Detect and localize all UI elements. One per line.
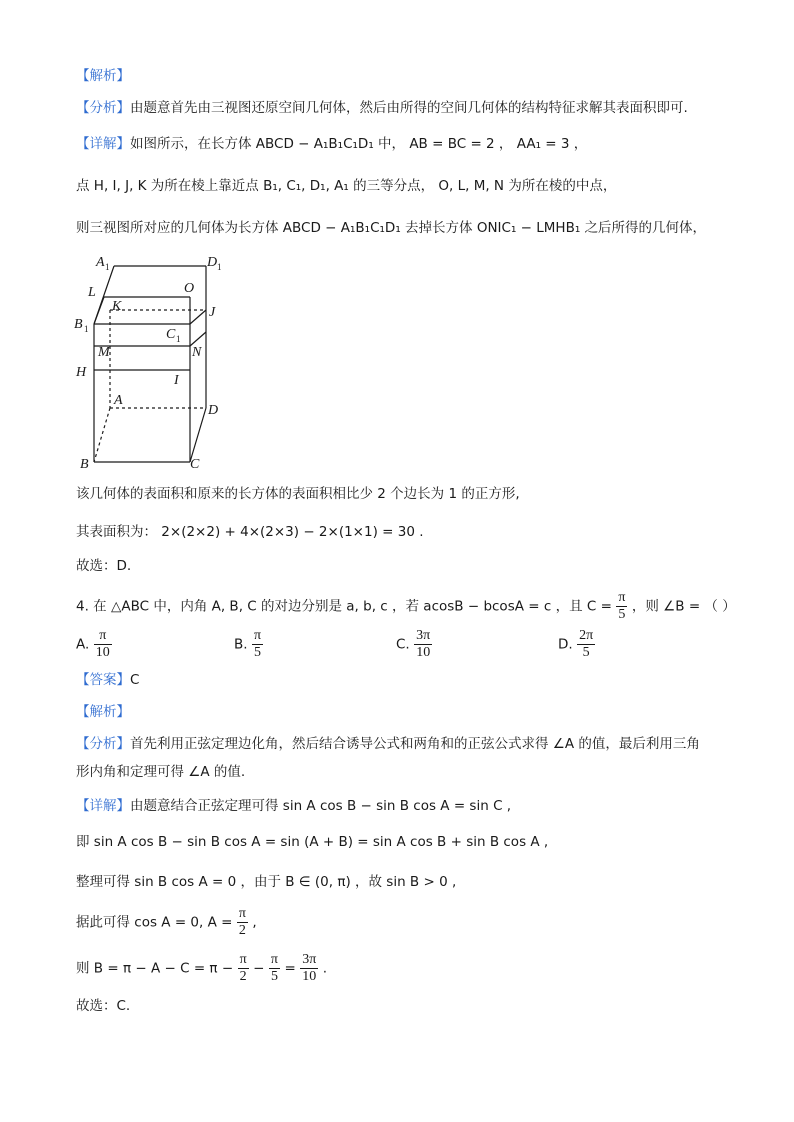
svg-text:1: 1 [84,324,89,334]
daan-tag: 【答案】 [76,672,130,688]
edge-c1j [190,310,206,324]
edge-cd [190,408,206,462]
q4-xiangjie-line3: 整理可得 sin B cos A = 0 ，由于 B ∈ (0, π) ，故 sin B > 0 , [76,874,457,890]
label-o: O [184,281,195,296]
q3-xiangjie-line3: 则三视图所对应的几何体为长方体 ABCD − A₁B₁C₁D₁ 去掉长方体 ONIC₁ − LMHB₁ 之后所得的几何体， [76,220,707,236]
xiangjie-tag: 【详解】 [76,136,130,152]
q4-xiangjie-line5: 则 B = π − A − C = π − $\frac{\pi}{2}$ − $\frac{\pi}{5}$ = $\frac{3\pi}{10}$ . [76,952,328,984]
q3-jiexi-heading [76,66,130,86]
label-h: H [76,365,87,380]
edge-lb1 [94,297,104,324]
q3-answer: 故选：D. [76,558,132,574]
q4-xiangjie-line1: 【详解】由题意结合正弦定理可得 sin A cos B − sin B cos A = sin C , [76,798,512,814]
q4-jiexi-heading: 【解析】 [76,704,130,720]
label-n: N [192,345,202,360]
q3-xiangjie-line1 [76,134,587,154]
q4-fenxi-line1: 【分析】首先利用正弦定理边化角，然后结合诱导公式和两角和的正弦公式求得 ∠A 的值，最后利用三角 [76,736,700,752]
label-c1: C [166,327,176,342]
option-d[interactable]: D. $\frac{2\pi}{5}$ [558,628,594,660]
svg-text:1: 1 [176,334,181,344]
label-b1: B [74,317,83,332]
edge-ab-hidden [94,408,110,462]
xiangjie-text: 如图所示，在长方体 ABCD − A₁B₁C₁D₁ 中， AB = BC = 2 ， AA₁ = 3 ， [130,136,588,152]
q3-fenxi-line [76,98,688,118]
label-d1: D [207,255,218,270]
label-a: A [114,393,123,408]
q4-fenxi-line2: 形内角和定理可得 ∠A 的值. [76,764,246,780]
option-b[interactable]: B. $\frac{\pi}{5}$ [234,628,262,660]
fenxi-tag: 【分析】 [76,100,130,116]
q4-stem-text: 4. 在 △ABC 中，内角 A, B, C 的对边分别是 a, b, c ，若 acosB − bcosA = c ，且 C = [76,598,612,615]
svg-text:1: 1 [105,262,110,272]
label-k: K [112,299,122,314]
svg-text:1: 1 [217,262,222,272]
option-a[interactable]: A. $\frac{\pi}{10}$ [76,628,110,660]
q4-stem-fraction: $\frac{\pi}{5}$ [618,590,626,622]
q4-xiangjie-line2: 即 sin A cos B − sin B cos A = sin (A + B) = sin A cos B + sin B cos A , [76,834,549,850]
q3-after-fig-line2: 其表面积为： 2×(2×2) + 4×(2×3) − 2×(1×1) = 30 . [76,524,424,540]
fenxi-text: 由题意首先由三视图还原空间几何体，然后由所得的空间几何体的结构特征求解其表面积即可. [130,100,688,116]
label-c: C [190,457,200,472]
label-b: B [80,457,89,472]
q4-xiangjie-line4: 据此可得 cos A = 0, A = $\frac{\pi}{2}$ , [76,906,257,938]
jiexi-tag: 【解析】 [76,68,130,84]
q4-answer-line [76,670,139,690]
q4-answer: 故选：C. [76,998,131,1014]
label-d: D [208,403,219,418]
label-i: I [174,373,179,388]
option-c[interactable]: C. $\frac{3\pi}{10}$ [396,628,431,660]
q4-stem: 4. 在 △ABC 中，内角 A, B, C 的对边分别是 a, b, c ，若 acosB − bcosA = c ，且 C = $\frac{\pi}{5}$ ，则 ∠B = （ ） [76,590,736,622]
q3-xiangjie-line2: 点 H, I, J, K 为所在棱上靠近点 B₁, C₁, D₁, A₁ 的三等分点， O, L, M, N 为所在棱的中点， [76,178,617,194]
edge-n-back [190,332,206,346]
label-l: L [88,285,96,300]
label-j: J [209,305,216,320]
label-a1: A [96,255,105,270]
cuboid-figure [66,252,246,472]
daan-text: C [130,672,140,688]
label-m: M [98,345,110,360]
q3-after-fig-line1: 该几何体的表面积和原来的长方体的表面积相比少 2 个边长为 1 的正方形, [76,486,520,502]
